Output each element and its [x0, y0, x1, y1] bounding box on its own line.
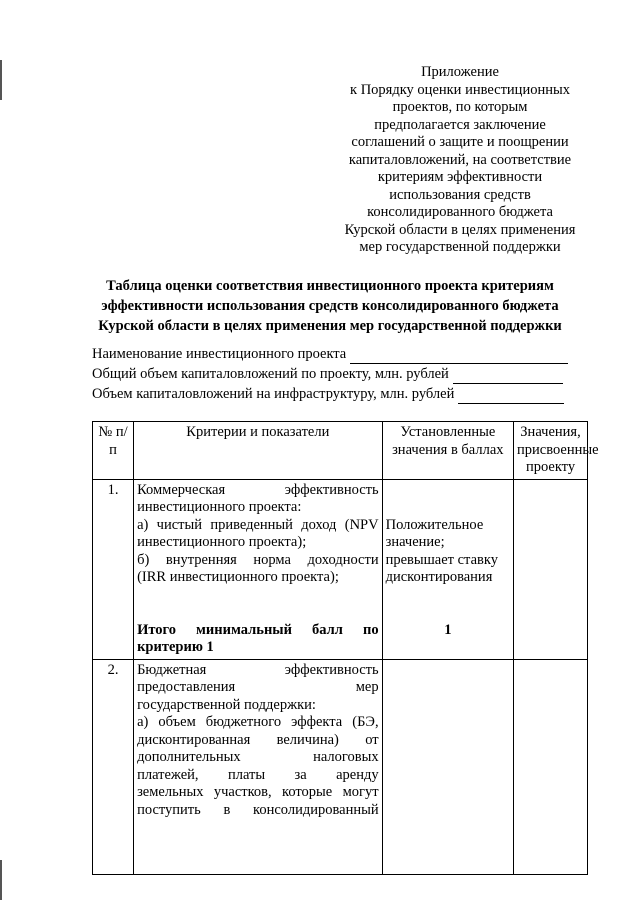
criteria-table	[92, 421, 599, 875]
criteria-line: дисконтированная величина) от	[137, 731, 379, 748]
total-block	[137, 622, 379, 657]
appendix-line: Курской области в целях применения	[344, 221, 576, 238]
criteria-line: инвестиционного проекта:	[137, 499, 302, 515]
header-set-values: Установленные значения в баллах	[382, 422, 513, 480]
total-line: Итого минимальный балл по	[137, 621, 379, 638]
set-values-cell	[382, 659, 513, 874]
criteria-line: Бюджетная эффективность	[137, 661, 379, 678]
field-label: Объем капиталовложений на инфраструктуру, млн. рублей	[92, 386, 455, 402]
row-number: 1.	[93, 479, 134, 659]
document-title	[60, 276, 600, 336]
criteria-line: а) объем бюджетного эффекта (БЭ,	[137, 714, 379, 730]
criteria-line: а) чистый приведенный доход (NPV	[137, 516, 379, 533]
infrastructure-investment-field	[92, 384, 592, 404]
set-value-line: Положительное	[385, 516, 484, 533]
appendix-line: Приложение	[421, 64, 499, 80]
appendix-line: проектов, по которым	[392, 99, 528, 115]
fill-in-blank	[350, 348, 568, 364]
table-row	[93, 479, 588, 659]
total-investment-field	[92, 364, 592, 384]
criteria-line: б) внутренняя норма доходности	[137, 551, 379, 568]
appendix-line: использования средств	[389, 186, 531, 203]
set-value-line: превышает ставку	[385, 551, 498, 568]
appendix-line: мер государственной поддержки	[359, 239, 561, 255]
field-label: Общий объем капиталовложений по проекту, млн. рублей	[92, 366, 449, 382]
table-row	[93, 659, 588, 874]
header-num: № п/п	[93, 422, 134, 480]
title-line: эффективности использования средств консолидированного бюджета	[101, 298, 559, 314]
criteria-line: предоставления мер	[137, 679, 379, 695]
project-fields	[92, 344, 592, 404]
total-score: 1	[444, 621, 452, 638]
appendix-block	[310, 64, 610, 257]
criteria-line: Коммерческая эффективность	[137, 481, 379, 498]
set-value-line: значение;	[385, 534, 445, 550]
assigned-value-cell	[514, 479, 588, 659]
set-values-block	[386, 517, 510, 587]
title-line: Таблица оценки соответствия инвестиционного проекта критериям	[106, 278, 554, 294]
criteria-line: платежей, платы за аренду	[137, 766, 379, 783]
scan-edge-mark	[0, 60, 2, 100]
appendix-line: консолидированного бюджета	[367, 204, 553, 220]
criteria-line: земельных участков, которые могут	[137, 784, 379, 800]
header-assigned-values: Значения, присвоенные проекту	[514, 422, 588, 480]
table-header-row	[93, 422, 588, 480]
criteria-line: поступить в консолидированный	[137, 801, 379, 818]
field-label: Наименование инвестиционного проекта	[92, 346, 347, 362]
criteria-cell	[134, 479, 383, 659]
project-name-field	[92, 344, 592, 364]
scan-edge-mark	[0, 860, 2, 900]
appendix-line: критериям эффективности	[377, 169, 543, 185]
appendix-line: предполагается заключение	[374, 116, 546, 133]
total-line: критерию 1	[137, 639, 214, 655]
appendix-line: к Порядку оценки инвестиционных	[350, 81, 570, 98]
criteria-line: (IRR инвестиционного проекта);	[137, 569, 339, 585]
fill-in-blank	[453, 368, 563, 384]
assigned-value-cell	[514, 659, 588, 874]
row-number: 2.	[93, 659, 134, 874]
set-value-line: дисконтирования	[385, 569, 493, 585]
set-values-cell	[382, 479, 513, 659]
criteria-cell	[134, 659, 383, 874]
appendix-line: соглашений о защите и поощрении	[351, 134, 569, 150]
criteria-line: инвестиционного проекта);	[137, 534, 307, 550]
fill-in-blank	[458, 388, 564, 404]
header-criteria: Критерии и показатели	[134, 422, 383, 480]
criteria-line: дополнительных налоговых	[137, 749, 379, 765]
title-line: Курской области в целях применения мер государственной поддержки	[98, 318, 562, 334]
appendix-line: капиталовложений, на соответствие	[348, 151, 572, 168]
criteria-line: государственной поддержки:	[137, 696, 316, 713]
